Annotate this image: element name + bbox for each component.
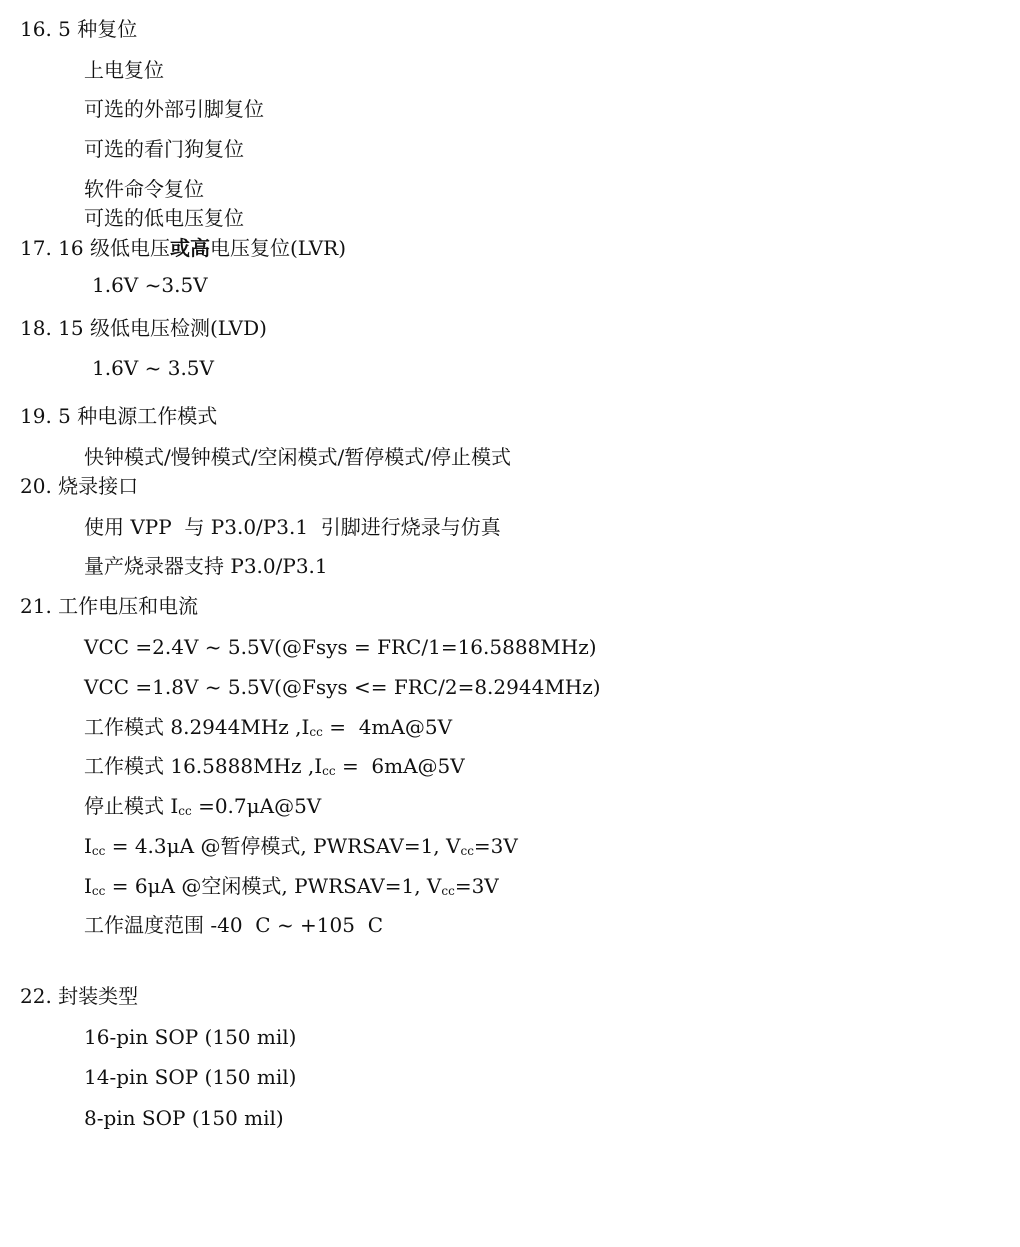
subscript: cc: [460, 844, 474, 858]
text-part: I: [84, 834, 92, 858]
list-item: 可选的看门狗复位: [84, 137, 244, 161]
text-part: I: [84, 874, 92, 898]
section-17-heading: [20, 236, 346, 260]
operating-current-1: [84, 715, 452, 744]
subscript: cc: [441, 884, 455, 898]
subscript: cc: [91, 844, 106, 858]
section-19-heading: 19. 5 种电源工作模式: [20, 404, 218, 428]
section-18-heading: 18. 15 级低电压检测(LVD): [20, 316, 267, 340]
text-part: 停止模式 I: [84, 794, 179, 818]
lvr-range: 1.6V ~3.5V: [92, 273, 208, 297]
text-part: 工作模式 16.5888MHz ,I: [84, 754, 323, 778]
stop-current: [84, 794, 321, 823]
text-part: 工作模式 8.2944MHz ,I: [84, 715, 310, 739]
list-item: 可选的低电压复位: [84, 206, 244, 230]
list-item: 16-pin SOP (150 mil): [84, 1025, 297, 1049]
list-item: 14-pin SOP (150 mil): [84, 1065, 297, 1089]
subscript: cc: [91, 884, 106, 898]
subscript: cc: [309, 725, 323, 739]
heading-bold-part: 或高: [169, 236, 210, 260]
list-item: 量产烧录器支持 P3.0/P3.1: [84, 554, 328, 578]
section-20-heading: 20. 烧录接口: [20, 474, 139, 498]
heading-part: 电压复位(LVR): [209, 236, 346, 260]
list-item: 8-pin SOP (150 mil): [84, 1106, 284, 1130]
operating-current-2: [84, 754, 465, 783]
text-part: = 6mA@5V: [335, 754, 465, 778]
text-part: = 4mA@5V: [322, 715, 453, 739]
idle-current: [84, 874, 499, 903]
section-22-heading: 22. 封装类型: [20, 984, 139, 1008]
heading-part: 17. 16 级低电压: [20, 236, 170, 260]
list-item: 上电复位: [84, 58, 164, 82]
list-item: 可选的外部引脚复位: [84, 97, 264, 121]
power-modes: 快钟模式/慢钟模式/空闲模式/暂停模式/停止模式: [84, 445, 511, 469]
subscript: cc: [178, 804, 192, 818]
vcc-range-1: VCC =2.4V ~ 5.5V(@Fsys = FRC/1=16.5888MHz): [84, 635, 597, 659]
temperature-range: 工作温度范围 -40 C ~ +105 C: [84, 913, 384, 937]
list-item: 使用 VPP 与 P3.0/P3.1 引脚进行烧录与仿真: [84, 515, 501, 539]
subscript: cc: [322, 764, 336, 778]
text-part: = 4.3μA @暂停模式, PWRSAV=1, V: [105, 834, 461, 858]
text-part: = 6μA @空闲模式, PWRSAV=1, V: [105, 874, 442, 898]
text-part: =3V: [473, 834, 518, 858]
pause-current: [84, 834, 518, 863]
lvd-range: 1.6V ~ 3.5V: [92, 356, 214, 380]
text-part: =0.7μA@5V: [191, 794, 322, 818]
section-21-heading: 21. 工作电压和电流: [20, 594, 199, 618]
section-16-heading: 16. 5 种复位: [20, 17, 138, 41]
vcc-range-2: VCC =1.8V ~ 5.5V(@Fsys <= FRC/2=8.2944MHz): [84, 675, 601, 699]
list-item: 软件命令复位: [84, 177, 204, 201]
text-part: =3V: [454, 874, 499, 898]
